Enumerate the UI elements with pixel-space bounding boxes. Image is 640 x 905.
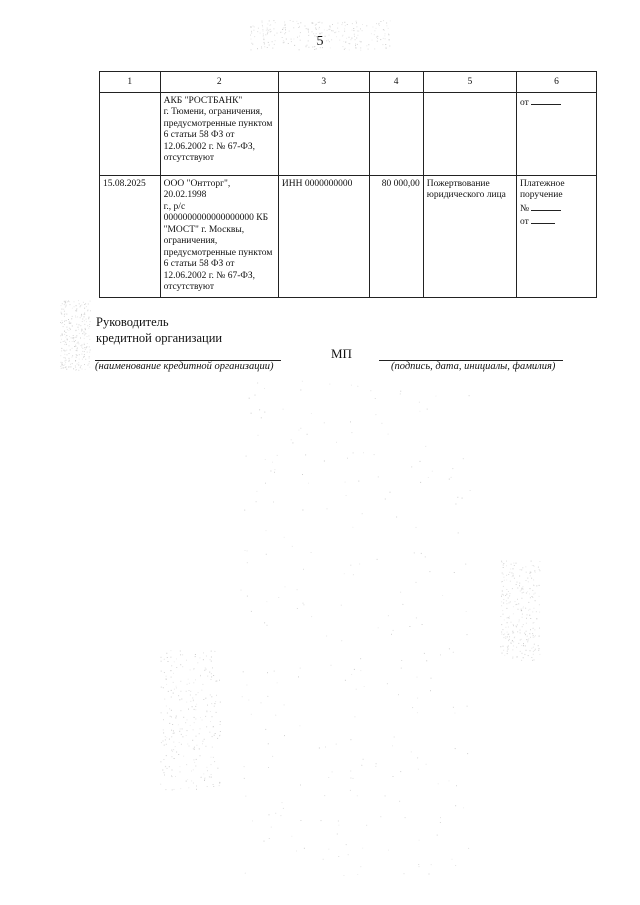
recipient-line: "МОСТ" г. Москвы,	[163, 224, 245, 235]
cell-inn: ИНН 0000000000	[278, 175, 369, 297]
purpose-line: юридического лица	[426, 190, 506, 200]
donations-table	[99, 71, 597, 298]
recipient-line: предусмотренные пунктом	[163, 247, 273, 258]
col-header-3: 3	[278, 72, 369, 93]
recipient-line: ограничения,	[163, 236, 218, 246]
col-header-4: 4	[369, 72, 423, 93]
cell-recipient	[160, 175, 278, 297]
recipient-line: 12.06.2002 г. № 67-ФЗ,	[163, 270, 256, 281]
document-line: поручение	[519, 190, 563, 200]
document-line	[520, 202, 593, 216]
cell-purpose	[423, 175, 516, 297]
col-header-1: 1	[100, 72, 161, 93]
table-row	[100, 175, 597, 297]
cell-date	[100, 92, 161, 175]
cell-amount: 80 000,00	[369, 175, 423, 297]
signature-title-line: Руководитель	[96, 315, 169, 329]
blank-underline	[531, 202, 561, 211]
document-line	[520, 215, 593, 229]
col-header-2: 2	[160, 72, 278, 93]
document-line: Платежное	[519, 178, 565, 189]
recipient-line: отсутствуют	[163, 153, 215, 163]
cell-document	[516, 92, 596, 175]
recipient-line: 12.06.2002 г. № 67-ФЗ,	[163, 141, 256, 152]
recipient-line: г., р/с	[163, 201, 186, 212]
signature-title	[96, 314, 222, 346]
blank-underline	[531, 215, 555, 224]
document-date-label: от	[519, 97, 529, 108]
table-row	[100, 92, 597, 175]
cell-recipient	[160, 92, 278, 175]
signature-title-line: кредитной организации	[96, 331, 223, 345]
document-line	[520, 96, 593, 110]
recipient-line: отсутствуют	[163, 282, 215, 292]
recipient-line: 6 статьи 58 ФЗ от	[163, 259, 235, 269]
recipient-line: 6 статьи 58 ФЗ от	[163, 130, 235, 140]
page-number: 5	[316, 34, 324, 49]
purpose-line: Пожертвование	[426, 178, 490, 189]
cell-amount	[369, 92, 423, 175]
col-header-5: 5	[423, 72, 516, 93]
stamp-place-label: МП	[331, 346, 352, 361]
document-date-label: от	[519, 217, 529, 227]
org-name-line	[95, 352, 281, 361]
recipient-line: предусмотренные пунктом	[163, 118, 273, 129]
recipient-line: АКБ "РОСТБАНК"	[163, 95, 243, 106]
document-number-label: №	[519, 203, 530, 214]
org-name-caption: (наименование кредитной организации)	[95, 361, 274, 372]
cell-purpose	[423, 92, 516, 175]
cell-inn	[278, 92, 369, 175]
recipient-line: 0000000000000000000 КБ	[163, 213, 269, 223]
blank-underline	[531, 96, 561, 105]
table-header-row	[100, 72, 597, 93]
recipient-line: г. Тюмени, ограничения,	[163, 107, 263, 117]
cell-date: 15.08.2025	[100, 175, 161, 297]
cell-document	[516, 175, 596, 297]
signature-caption: (подпись, дата, инициалы, фамилия)	[391, 361, 556, 372]
recipient-line: ООО "Онтторг", 20.02.1998	[163, 178, 231, 200]
col-header-6: 6	[516, 72, 596, 93]
signature-line	[379, 352, 563, 361]
